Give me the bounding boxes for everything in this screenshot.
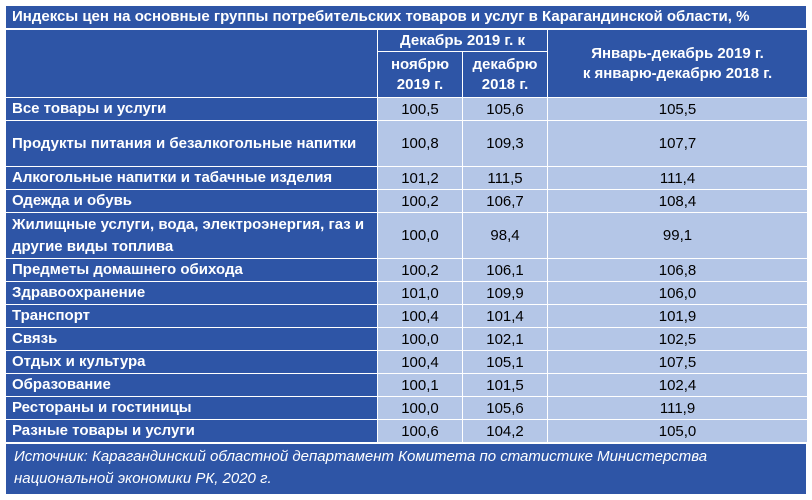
value-november: 100,0: [378, 213, 463, 259]
row-label: Алкогольные напитки и табачные изделия: [6, 167, 378, 190]
price-index-table-container: [5, 5, 807, 495]
value-november: 100,2: [378, 190, 463, 213]
source-note: Источник: Карагандинский областной департамент Комитета по статистике Министерства национальной экономики РК, 2020 г.: [5, 443, 807, 495]
row-label: Жилищные услуги, вода, электроэнергия, газ и другие виды топлива: [6, 213, 378, 259]
header-nov-line-2: 2019 г.: [396, 75, 444, 93]
value-november: 100,5: [378, 98, 463, 121]
value-december-2018: 109,3: [463, 121, 548, 167]
value-november: 100,0: [378, 397, 463, 420]
header-november-column: [378, 52, 463, 98]
header-dec18-line-2: 2018 г.: [481, 75, 529, 93]
value-year: 105,0: [548, 420, 808, 443]
value-november: 101,2: [378, 167, 463, 190]
value-november: 100,4: [378, 305, 463, 328]
value-december-2018: 106,7: [463, 190, 548, 213]
value-december-2018: 109,9: [463, 282, 548, 305]
value-year: 107,5: [548, 351, 808, 374]
value-year: 111,9: [548, 397, 808, 420]
header-year-column: [548, 30, 808, 98]
value-year: 105,5: [548, 98, 808, 121]
value-year: 106,8: [548, 259, 808, 282]
value-november: 100,1: [378, 374, 463, 397]
value-year: 111,4: [548, 167, 808, 190]
value-november: 100,4: [378, 351, 463, 374]
value-december-2018: 104,2: [463, 420, 548, 443]
value-december-2018: 101,4: [463, 305, 548, 328]
value-december-2018: 105,6: [463, 397, 548, 420]
table-row: [6, 328, 808, 351]
header-year-line-1: Январь-декабрь 2019 г.: [591, 44, 764, 62]
table-row: [6, 305, 808, 328]
table-row: [6, 282, 808, 305]
table-title: Индексы цен на основные группы потребительских товаров и услуг в Карагандинской области, %: [5, 5, 807, 29]
value-december-2018: 105,6: [463, 98, 548, 121]
table-row: [6, 121, 808, 167]
header-december-group: Декабрь 2019 г. к: [378, 30, 548, 52]
header-nov-line-1: ноябрю: [390, 55, 449, 73]
table-row: [6, 374, 808, 397]
row-label: Здравоохранение: [6, 282, 378, 305]
table-row: [6, 190, 808, 213]
value-december-2018: 101,5: [463, 374, 548, 397]
value-year: 107,7: [548, 121, 808, 167]
row-label: Связь: [6, 328, 378, 351]
value-year: 102,5: [548, 328, 808, 351]
table-row: [6, 98, 808, 121]
value-november: 100,8: [378, 121, 463, 167]
value-december-2018: 106,1: [463, 259, 548, 282]
value-year: 108,4: [548, 190, 808, 213]
header-category-cell: [6, 30, 378, 98]
table-body: [6, 98, 808, 443]
row-label: Транспорт: [6, 305, 378, 328]
header-dec18-line-1: декабрю: [472, 55, 538, 73]
value-december-2018: 102,1: [463, 328, 548, 351]
row-label: Все товары и услуги: [6, 98, 378, 121]
table-row: [6, 213, 808, 259]
header-year-line-2: к январю-декабрю 2018 г.: [582, 64, 773, 82]
value-december-2018: 111,5: [463, 167, 548, 190]
row-label: Одежда и обувь: [6, 190, 378, 213]
row-label: Образование: [6, 374, 378, 397]
value-november: 100,0: [378, 328, 463, 351]
header-december-2018-column: [463, 52, 548, 98]
row-label: Продукты питания и безалкогольные напитки: [6, 121, 378, 167]
value-november: 100,2: [378, 259, 463, 282]
value-year: 102,4: [548, 374, 808, 397]
table-row: [6, 167, 808, 190]
row-label: Предметы домашнего обихода: [6, 259, 378, 282]
table-row: [6, 397, 808, 420]
table-row: [6, 259, 808, 282]
value-november: 101,0: [378, 282, 463, 305]
value-december-2018: 98,4: [463, 213, 548, 259]
value-year: 101,9: [548, 305, 808, 328]
table-row: [6, 351, 808, 374]
row-label: Разные товары и услуги: [6, 420, 378, 443]
value-year: 99,1: [548, 213, 808, 259]
value-december-2018: 105,1: [463, 351, 548, 374]
row-label: Отдых и культура: [6, 351, 378, 374]
row-label: Рестораны и гостиницы: [6, 397, 378, 420]
table-row: [6, 420, 808, 443]
value-year: 106,0: [548, 282, 808, 305]
value-november: 100,6: [378, 420, 463, 443]
price-index-table: [5, 29, 808, 443]
